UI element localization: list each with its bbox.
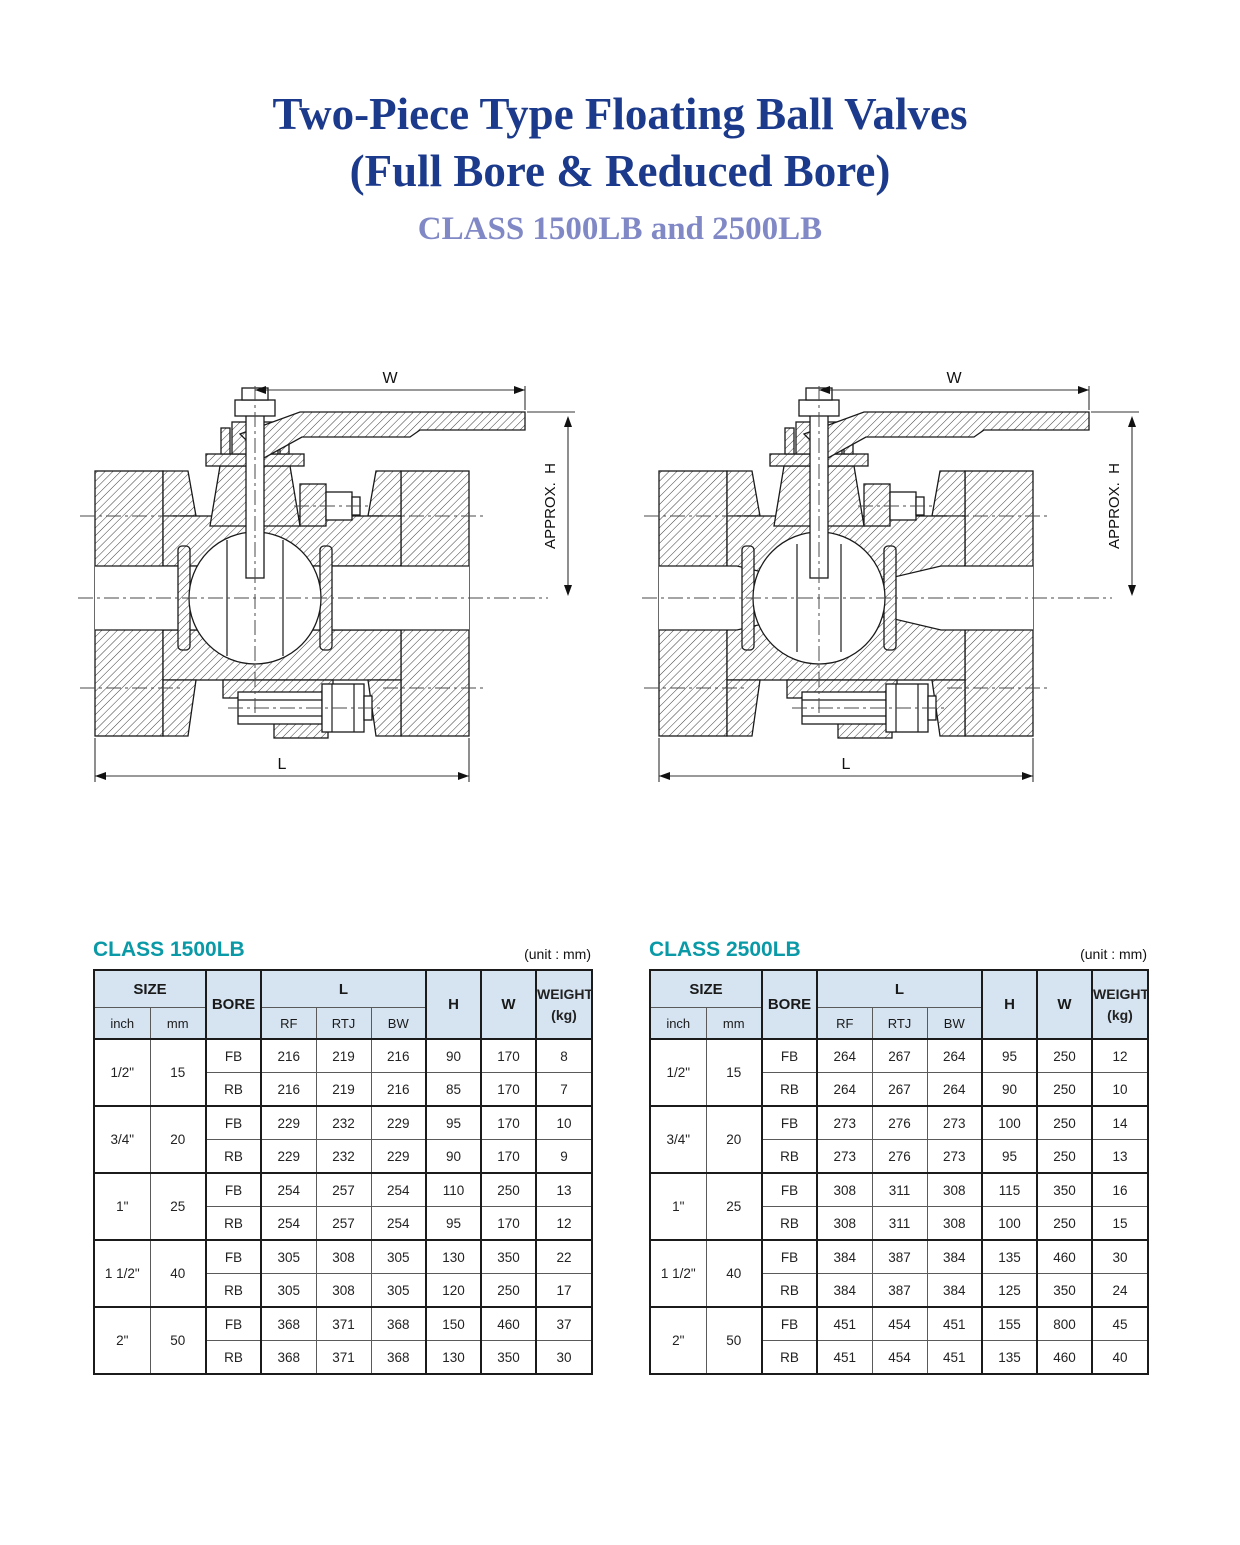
- col-header-inch: inch: [94, 1008, 150, 1040]
- table-cell-w: 250: [1037, 1106, 1092, 1140]
- table-cell-rf: 451: [817, 1307, 872, 1341]
- table-cell-h: 115: [982, 1173, 1037, 1207]
- table-cell-rtj: 257: [316, 1207, 371, 1241]
- table-cell-rf: 264: [817, 1039, 872, 1073]
- table-cell-weight: 9: [536, 1140, 592, 1174]
- table-cell-w: 350: [481, 1341, 536, 1375]
- table-cell-bw: 308: [927, 1207, 982, 1241]
- table-cell-weight: 13: [536, 1173, 592, 1207]
- table-cell-rtj: 232: [316, 1106, 371, 1140]
- table-cell-weight: 10: [536, 1106, 592, 1140]
- stud-left: [221, 428, 230, 454]
- table-cell-bw: 451: [927, 1307, 982, 1341]
- weight-label: WEIGHT: [1093, 985, 1150, 1002]
- table-cell-w: 350: [481, 1240, 536, 1274]
- table-cell-bw: 305: [371, 1240, 426, 1274]
- table-cell-rtj: 454: [872, 1307, 927, 1341]
- table-cell-bw: 308: [927, 1173, 982, 1207]
- col-header-bw: BW: [371, 1008, 426, 1040]
- table-cell-mm: 20: [706, 1106, 762, 1173]
- table-cell-inch: 2": [94, 1307, 150, 1374]
- table-cell-bore: RB: [206, 1207, 261, 1241]
- table-row: [650, 1173, 1148, 1207]
- col-header-bw: BW: [927, 1008, 982, 1040]
- table-cell-w: 170: [481, 1207, 536, 1241]
- table-cell-h: 135: [982, 1341, 1037, 1375]
- spec-table-2500lb: [649, 969, 1149, 1375]
- table-cell-bore: RB: [206, 1274, 261, 1308]
- col-header-rf: RF: [817, 1008, 872, 1040]
- table-cell-h: 150: [426, 1307, 481, 1341]
- table-cell-h: 90: [426, 1140, 481, 1174]
- table-cell-w: 250: [1037, 1207, 1092, 1241]
- page-title-line2: (Full Bore & Reduced Bore): [349, 145, 891, 196]
- table-cell-h: 155: [982, 1307, 1037, 1341]
- table-cell-weight: 12: [1092, 1039, 1148, 1073]
- table-cell-mm: 20: [150, 1106, 206, 1173]
- table-cell-w: 350: [1037, 1173, 1092, 1207]
- table-cell-h: 90: [426, 1039, 481, 1073]
- table-cell-bore: RB: [762, 1073, 817, 1107]
- table-cell-bore: RB: [762, 1341, 817, 1375]
- table-cell-rtj: 371: [316, 1341, 371, 1375]
- table-cell-rf: 308: [817, 1173, 872, 1207]
- col-header-size: SIZE: [94, 970, 206, 1008]
- table-cell-rtj: 276: [872, 1106, 927, 1140]
- table-cell-rtj: 311: [872, 1207, 927, 1241]
- table-cell-h: 130: [426, 1341, 481, 1375]
- col-header-w: W: [1037, 970, 1092, 1039]
- table-cell-rf: 254: [261, 1207, 316, 1241]
- table-cell-weight: 17: [536, 1274, 592, 1308]
- hub-upper-left: [163, 471, 196, 516]
- table-cell-mm: 25: [706, 1173, 762, 1240]
- dim-label-l: L: [841, 756, 851, 774]
- table-cell-h: 85: [426, 1073, 481, 1107]
- table-cell-inch: 1 1/2": [94, 1240, 150, 1307]
- table-cell-inch: 3/4": [94, 1106, 150, 1173]
- table-cell-weight: 22: [536, 1240, 592, 1274]
- table-cell-bw: 229: [371, 1106, 426, 1140]
- table-cell-rtj: 219: [316, 1039, 371, 1073]
- table-cell-weight: 10: [1092, 1073, 1148, 1107]
- col-header-w: W: [481, 970, 536, 1039]
- weight-label: WEIGHT: [537, 985, 594, 1002]
- table-cell-bore: FB: [762, 1240, 817, 1274]
- table-cell-w: 170: [481, 1039, 536, 1073]
- hub-upper-right: [368, 471, 401, 516]
- table-cell-w: 800: [1037, 1307, 1092, 1341]
- table-title: CLASS 1500LB: [93, 938, 245, 962]
- table-cell-mm: 50: [150, 1307, 206, 1374]
- weight-unit-label: (kg): [551, 1006, 577, 1023]
- dim-label-w: W: [382, 370, 398, 388]
- table-cell-bw: 264: [927, 1073, 982, 1107]
- table-row: [94, 1106, 592, 1140]
- body-boss: [300, 484, 326, 526]
- table-body-1: [650, 1039, 1148, 1374]
- table-cell-h: 100: [982, 1207, 1037, 1241]
- table-cell-rf: 305: [261, 1240, 316, 1274]
- table-cell-rf: 368: [261, 1307, 316, 1341]
- stud-left: [785, 428, 794, 454]
- col-header-rtj: RTJ: [872, 1008, 927, 1040]
- table-cell-bore: FB: [206, 1173, 261, 1207]
- col-header-rf: RF: [261, 1008, 316, 1040]
- table-cell-inch: 1": [650, 1173, 706, 1240]
- table-cell-bore: RB: [762, 1207, 817, 1241]
- col-header-bore: BORE: [762, 970, 817, 1039]
- spec-table-1500lb: [93, 969, 593, 1375]
- hub-upper-left: [727, 471, 760, 516]
- col-header-l: L: [261, 970, 426, 1008]
- table-row: [650, 1307, 1148, 1341]
- table-cell-rtj: 311: [872, 1173, 927, 1207]
- table-cell-weight: 7: [536, 1073, 592, 1107]
- table-cell-w: 170: [481, 1106, 536, 1140]
- table-block-2500lb: [649, 938, 1150, 1375]
- table-cell-bore: RB: [762, 1274, 817, 1308]
- unit-note: (unit : mm): [1080, 946, 1147, 963]
- table-cell-w: 460: [1037, 1341, 1092, 1375]
- unit-note: (unit : mm): [524, 946, 591, 963]
- table-cell-w: 170: [481, 1073, 536, 1107]
- table-cell-rf: 216: [261, 1073, 316, 1107]
- table-cell-rf: 216: [261, 1039, 316, 1073]
- table-cell-rf: 273: [817, 1106, 872, 1140]
- table-cell-bw: 273: [927, 1106, 982, 1140]
- table-row: [94, 1173, 592, 1207]
- table-cell-weight: 13: [1092, 1140, 1148, 1174]
- table-cell-rf: 229: [261, 1106, 316, 1140]
- table-row: [94, 1240, 592, 1274]
- table-cell-rtj: 267: [872, 1039, 927, 1073]
- valve-drawing-reduced-bore: [642, 366, 1162, 806]
- table-cell-rf: 368: [261, 1341, 316, 1375]
- table-cell-w: 250: [481, 1274, 536, 1308]
- table-cell-w: 250: [1037, 1039, 1092, 1073]
- table-cell-w: 250: [481, 1173, 536, 1207]
- hub-upper-right: [932, 471, 965, 516]
- table-cell-bw: 264: [927, 1039, 982, 1073]
- table-cell-rtj: 257: [316, 1173, 371, 1207]
- dim-label-l: L: [277, 756, 287, 774]
- drawings-row: [0, 366, 1240, 806]
- valve-drawing-full-bore: [78, 366, 598, 806]
- table-cell-bw: 368: [371, 1341, 426, 1375]
- table-cell-h: 100: [982, 1106, 1037, 1140]
- table-cell-inch: 3/4": [650, 1106, 706, 1173]
- title-block: [0, 0, 1240, 248]
- table-cell-rtj: 387: [872, 1240, 927, 1274]
- table-cell-rf: 229: [261, 1140, 316, 1174]
- table-cell-h: 130: [426, 1240, 481, 1274]
- table-cell-bw: 254: [371, 1207, 426, 1241]
- table-title: CLASS 2500LB: [649, 938, 801, 962]
- table-cell-weight: 12: [536, 1207, 592, 1241]
- col-header-h: H: [982, 970, 1037, 1039]
- table-cell-bw: 384: [927, 1274, 982, 1308]
- table-cell-weight: 45: [1092, 1307, 1148, 1341]
- page-subtitle: CLASS 1500LB and 2500LB: [417, 211, 823, 248]
- table-cell-h: 95: [982, 1140, 1037, 1174]
- table-cell-weight: 15: [1092, 1207, 1148, 1241]
- table-cell-rtj: 371: [316, 1307, 371, 1341]
- col-header-mm: mm: [706, 1008, 762, 1040]
- page-title-line1: Two-Piece Type Floating Ball Valves: [272, 89, 968, 139]
- table-caption: [93, 938, 591, 962]
- table-cell-inch: 1/2": [94, 1039, 150, 1106]
- table-cell-rf: 254: [261, 1173, 316, 1207]
- table-cell-h: 110: [426, 1173, 481, 1207]
- table-cell-weight: 30: [1092, 1240, 1148, 1274]
- table-row: [94, 1039, 592, 1073]
- tables-row: [0, 938, 1240, 1375]
- table-cell-rf: 384: [817, 1240, 872, 1274]
- col-header-h: H: [426, 970, 481, 1039]
- table-cell-bore: FB: [762, 1173, 817, 1207]
- table-cell-mm: 25: [150, 1173, 206, 1240]
- table-cell-bw: 368: [371, 1307, 426, 1341]
- dim-label-h: APPROX. H: [542, 463, 559, 550]
- table-cell-bore: FB: [762, 1307, 817, 1341]
- table-row: [650, 1240, 1148, 1274]
- table-cell-w: 350: [1037, 1274, 1092, 1308]
- table-cell-h: 120: [426, 1274, 481, 1308]
- dim-label-w: W: [946, 370, 962, 388]
- table-cell-bw: 216: [371, 1073, 426, 1107]
- table-cell-h: 125: [982, 1274, 1037, 1308]
- table-cell-mm: 40: [150, 1240, 206, 1307]
- table-cell-weight: 16: [1092, 1173, 1148, 1207]
- table-cell-bore: RB: [206, 1140, 261, 1174]
- col-header-bore: BORE: [206, 970, 261, 1039]
- col-header-mm: mm: [150, 1008, 206, 1040]
- table-cell-rf: 305: [261, 1274, 316, 1308]
- table-cell-weight: 40: [1092, 1341, 1148, 1375]
- table-cell-bore: FB: [762, 1039, 817, 1073]
- table-cell-rf: 264: [817, 1073, 872, 1107]
- table-cell-rtj: 219: [316, 1073, 371, 1107]
- table-row: [94, 1307, 592, 1341]
- table-cell-inch: 1 1/2": [650, 1240, 706, 1307]
- table-cell-weight: 24: [1092, 1274, 1148, 1308]
- table-body-0: [94, 1039, 592, 1374]
- table-cell-h: 95: [982, 1039, 1037, 1073]
- table-cell-bw: 216: [371, 1039, 426, 1073]
- table-block-1500lb: [93, 938, 594, 1375]
- table-cell-bore: FB: [206, 1106, 261, 1140]
- table-cell-weight: 30: [536, 1341, 592, 1375]
- weight-unit-label: (kg): [1107, 1006, 1133, 1023]
- table-row: [650, 1106, 1148, 1140]
- table-cell-h: 95: [426, 1106, 481, 1140]
- table-cell-inch: 1/2": [650, 1039, 706, 1106]
- table-cell-bore: FB: [206, 1307, 261, 1341]
- table-cell-bw: 254: [371, 1173, 426, 1207]
- table-cell-weight: 37: [536, 1307, 592, 1341]
- table-cell-rtj: 308: [316, 1274, 371, 1308]
- table-cell-h: 95: [426, 1207, 481, 1241]
- col-header-weight: [1092, 970, 1148, 1039]
- table-cell-w: 250: [1037, 1073, 1092, 1107]
- table-cell-bore: RB: [762, 1140, 817, 1174]
- table-cell-rtj: 387: [872, 1274, 927, 1308]
- dim-label-h: APPROX. H: [1106, 463, 1123, 550]
- col-header-inch: inch: [650, 1008, 706, 1040]
- table-cell-bore: RB: [206, 1073, 261, 1107]
- table-cell-w: 250: [1037, 1140, 1092, 1174]
- table-cell-rtj: 276: [872, 1140, 927, 1174]
- table-cell-inch: 2": [650, 1307, 706, 1374]
- table-cell-bw: 273: [927, 1140, 982, 1174]
- table-cell-mm: 50: [706, 1307, 762, 1374]
- table-cell-mm: 15: [150, 1039, 206, 1106]
- table-cell-w: 170: [481, 1140, 536, 1174]
- table-cell-h: 90: [982, 1073, 1037, 1107]
- table-cell-inch: 1": [94, 1173, 150, 1240]
- col-header-rtj: RTJ: [316, 1008, 371, 1040]
- table-caption: [649, 938, 1147, 962]
- table-cell-rf: 308: [817, 1207, 872, 1241]
- table-cell-rtj: 267: [872, 1073, 927, 1107]
- table-cell-bw: 451: [927, 1341, 982, 1375]
- table-cell-weight: 14: [1092, 1106, 1148, 1140]
- table-cell-w: 460: [1037, 1240, 1092, 1274]
- table-cell-rtj: 454: [872, 1341, 927, 1375]
- body-boss: [864, 484, 890, 526]
- table-cell-rtj: 232: [316, 1140, 371, 1174]
- table-cell-bw: 229: [371, 1140, 426, 1174]
- table-row: [650, 1039, 1148, 1073]
- table-cell-mm: 40: [706, 1240, 762, 1307]
- col-header-l: L: [817, 970, 982, 1008]
- table-cell-bore: FB: [762, 1106, 817, 1140]
- table-cell-w: 460: [481, 1307, 536, 1341]
- table-cell-rtj: 308: [316, 1240, 371, 1274]
- table-cell-rf: 273: [817, 1140, 872, 1174]
- table-cell-h: 135: [982, 1240, 1037, 1274]
- table-cell-rf: 384: [817, 1274, 872, 1308]
- table-cell-bore: RB: [206, 1341, 261, 1375]
- col-header-size: SIZE: [650, 970, 762, 1008]
- table-cell-mm: 15: [706, 1039, 762, 1106]
- table-cell-weight: 8: [536, 1039, 592, 1073]
- table-cell-rf: 451: [817, 1341, 872, 1375]
- col-header-weight: [536, 970, 592, 1039]
- table-cell-bw: 305: [371, 1274, 426, 1308]
- table-cell-bore: FB: [206, 1039, 261, 1073]
- table-cell-bw: 384: [927, 1240, 982, 1274]
- table-cell-bore: FB: [206, 1240, 261, 1274]
